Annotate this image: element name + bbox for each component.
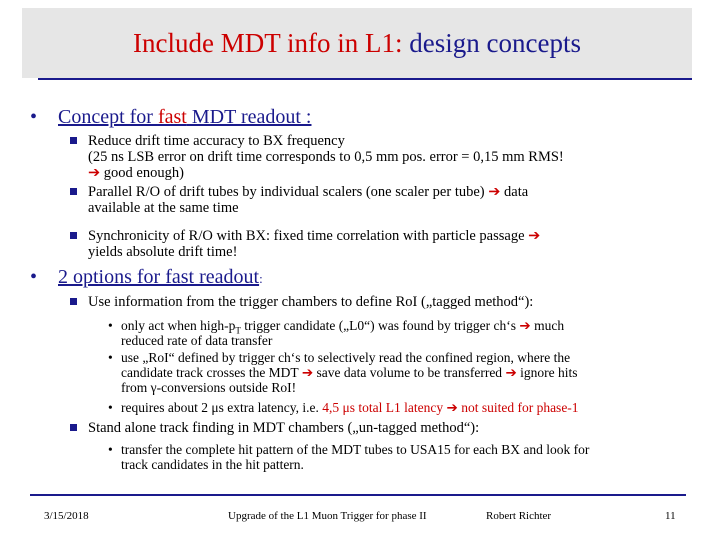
- right-arrow-icon: ➔: [446, 400, 458, 415]
- latency-highlight: 4,5 μs total L1 latency: [322, 400, 444, 415]
- item-line: good enough): [103, 165, 184, 181]
- slide-title: [22, 28, 692, 58]
- sub-line: requires about 2 μs extra latency, i.e.: [121, 400, 323, 415]
- section1-heading-pre: Concept for: [58, 106, 158, 128]
- square-bullet-icon: [70, 137, 77, 144]
- sub-bullet-icon: •: [108, 442, 113, 457]
- right-arrow-icon: ➔: [88, 165, 101, 181]
- title-part-1: Include MDT info in L1:: [133, 28, 410, 58]
- sub-bullet-icon: •: [108, 318, 113, 333]
- sub-line: track candidates in the hit pattern.: [121, 457, 304, 472]
- item-line: Stand alone track finding in MDT chambers („un-tagged method“):: [88, 420, 480, 436]
- footer-author: Robert Richter: [486, 510, 552, 522]
- sub-line: candidate track crosses the MDT: [121, 365, 299, 380]
- right-arrow-icon: ➔: [505, 365, 517, 380]
- section1-heading-post: MDT readout :: [186, 106, 312, 128]
- section2-heading-text: 2 options for fast readout: [58, 266, 260, 288]
- title-part-2: design concepts: [409, 28, 581, 58]
- sub-line: trigger candidate („L0“) was found by trigger ch‘s: [240, 318, 517, 333]
- item-line: data: [504, 184, 529, 200]
- item-line: Use information from the trigger chambers to define RoI („tagged method“):: [88, 294, 534, 310]
- sub-line: much: [534, 318, 565, 333]
- sub-line: save data volume to be transferred: [316, 365, 503, 380]
- right-arrow-icon: ➔: [519, 318, 531, 333]
- title-rule: [38, 78, 692, 80]
- square-bullet-icon: [70, 232, 77, 239]
- subscript-t: T: [235, 325, 241, 336]
- section1-heading-fast: fast: [157, 106, 187, 128]
- right-arrow-icon: ➔: [488, 184, 501, 200]
- item-line: yields absolute drift time!: [88, 244, 238, 260]
- bullet-icon: •: [30, 106, 38, 128]
- sub-line: only act when high-p: [121, 318, 236, 333]
- phase1-warning: not suited for phase-1: [461, 400, 579, 415]
- item-line: Parallel R/O of drift tubes by individual scalers (one scaler per tube): [88, 184, 485, 200]
- section2-heading-colon: :: [259, 271, 263, 286]
- right-arrow-icon: ➔: [528, 228, 541, 244]
- square-bullet-icon: [70, 188, 77, 195]
- bullet-icon: •: [30, 266, 38, 288]
- footer-rule: [30, 494, 686, 496]
- sub-bullet-icon: •: [108, 400, 113, 415]
- sub-line: from γ-conversions outside RoI!: [121, 380, 297, 395]
- item-line: Reduce drift time accuracy to BX frequency: [88, 133, 345, 149]
- footer-page-number: 11: [665, 510, 676, 522]
- item-line: Synchronicity of R/O with BX: fixed time correlation with particle passage: [88, 228, 525, 244]
- sub-line: use „RoI“ defined by trigger ch‘s to selectively read the confined region, where the: [121, 350, 571, 365]
- item-line: (25 ns LSB error on drift time corresponds to 0,5 mm pos. error = 0,15 mm RMS!: [88, 149, 564, 165]
- sub-bullet-icon: •: [108, 350, 113, 365]
- item-line: available at the same time: [88, 200, 239, 216]
- sub-line: transfer the complete hit pattern of the MDT tubes to USA15 for each BX and look for: [121, 442, 590, 457]
- sub-line: ignore hits: [520, 365, 578, 380]
- footer-title: Upgrade of the L1 Muon Trigger for phase II: [228, 510, 427, 522]
- right-arrow-icon: ➔: [301, 365, 314, 380]
- footer-date: 3/15/2018: [44, 510, 89, 522]
- square-bullet-icon: [70, 424, 77, 431]
- square-bullet-icon: [70, 298, 77, 305]
- sub-line: reduced rate of data transfer: [121, 333, 273, 348]
